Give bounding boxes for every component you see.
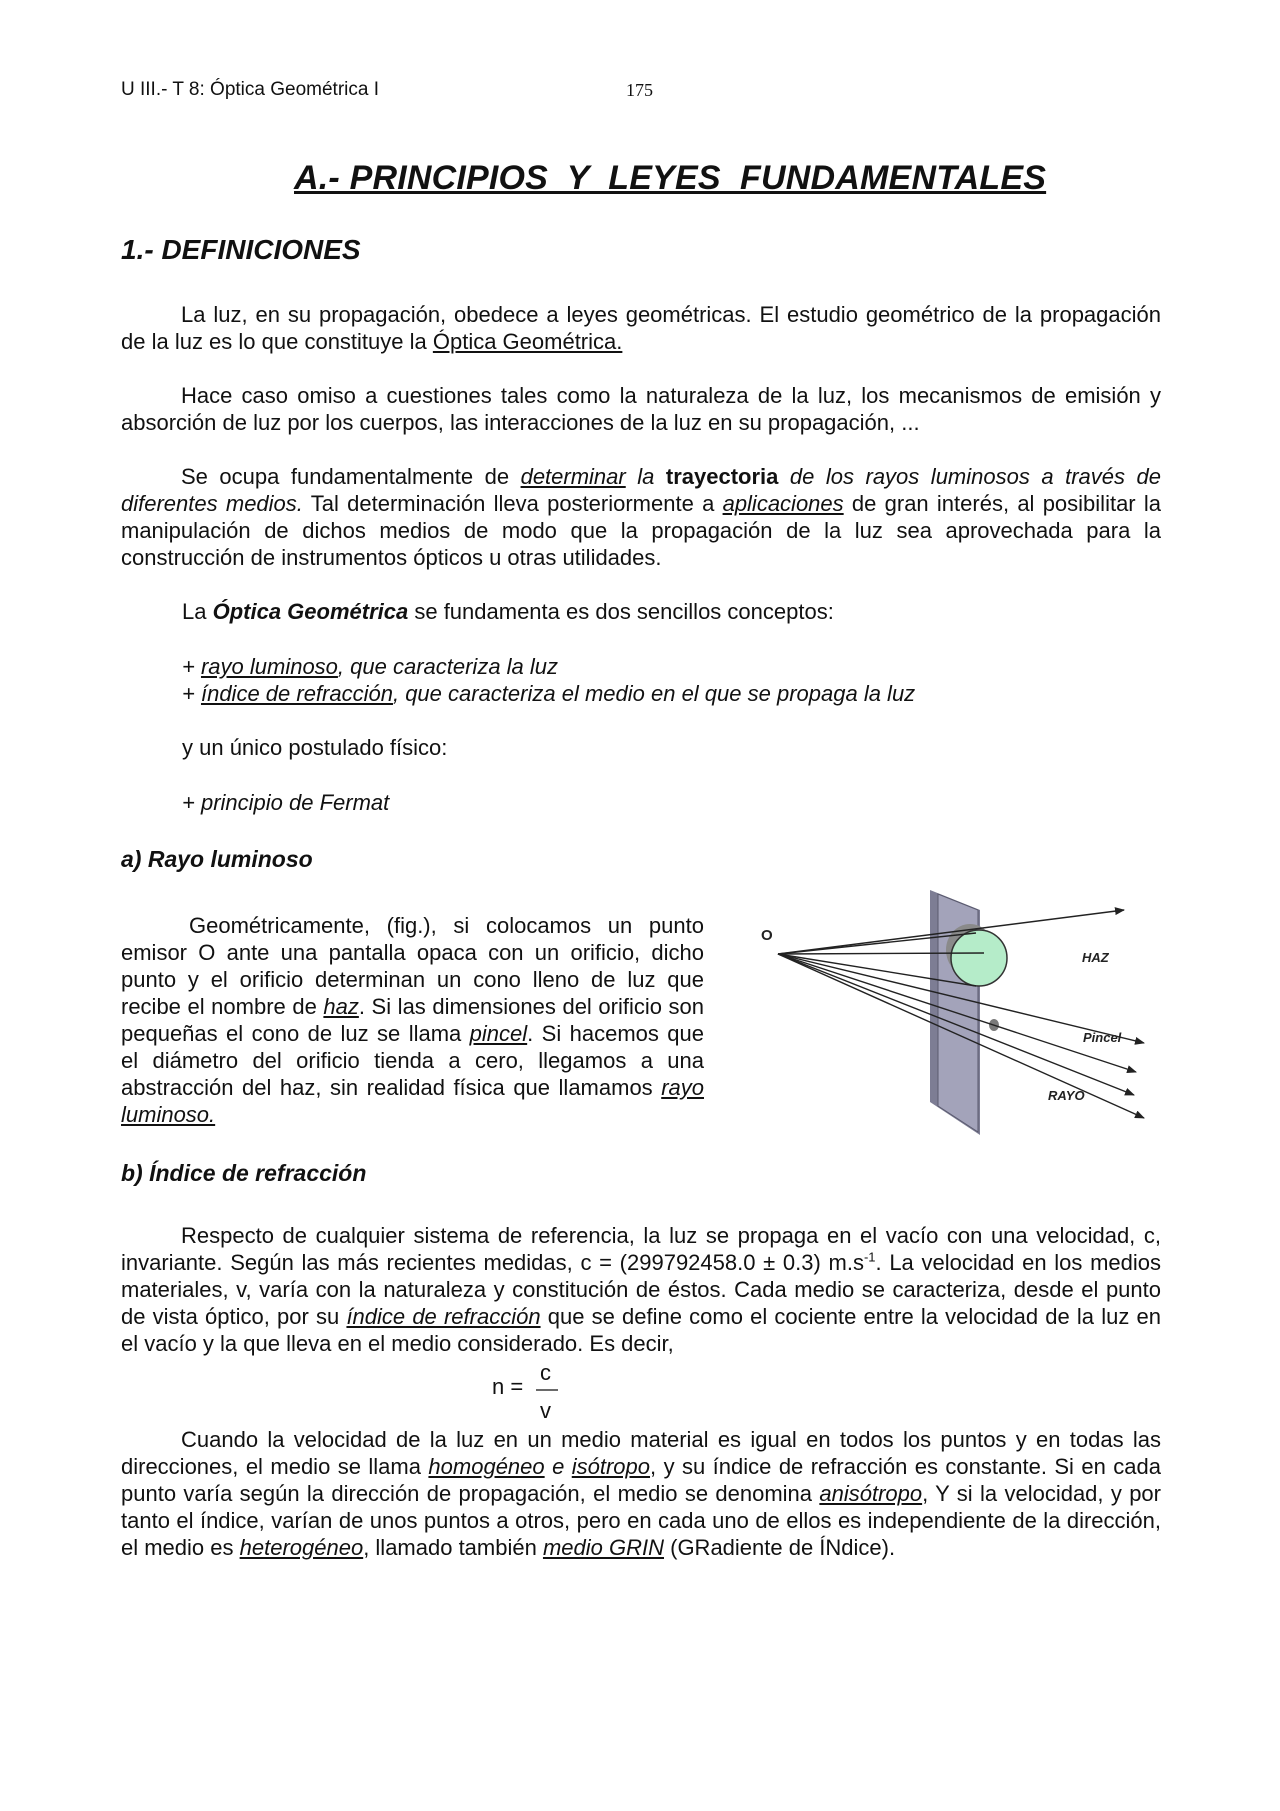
page-title: A.- PRINCIPIOS Y LEYES FUNDAMENTALES xyxy=(294,159,1047,197)
paragraph-homogeneity: Cuando la velocidad de la luz en un medio material es igual en todos los puntos y en todas las direcciones, el medio se llama homogéneo e isótropo, y su índice de refracción es constante. Si en cada punto varía según la dirección de propagación, el medio se denomina anisótropo, Y si la velocidad, y por tanto el índice, varían de unos puntos a otros, pero en cada uno de ellos es independiente de la dirección, el medio es heterogéneo, llamado también medio GRIN (GRadiente de ÍNdice). xyxy=(121,1427,1161,1560)
subsection-heading-b: b) Índice de refracción xyxy=(121,1160,367,1186)
paragraph-intro: La luz, en su propagación, obedece a leyes geométricas. El estudio geométrico de la propagación de la luz es lo que constituye la Óptica Geométrica. xyxy=(121,302,1161,354)
paragraph-scope: Se ocupa fundamentalmente de determinar la trayectoria de los rayos luminosos a través de diferentes medios. Tal determinación lleva posteriormente a aplicaciones de gran interés, al posibilitar la manipulación de dichos medios de modo que la propagación de la luz sea aprovechada para la construcción de instrumentos ópticos u otras utilidades. xyxy=(121,464,1162,570)
refraction-index-formula xyxy=(490,1358,570,1428)
svg-text:v: v xyxy=(540,1398,551,1423)
subsection-heading-a: a) Rayo luminoso xyxy=(121,846,313,872)
svg-text:c: c xyxy=(540,1360,551,1385)
label-haz: HAZ xyxy=(1082,950,1109,965)
large-hole xyxy=(951,930,1007,986)
label-pincel: Pincel xyxy=(1083,1030,1122,1045)
paragraph-omissions: Hace caso omiso a cuestiones tales como la naturaleza de la luz, los mecanismos de emisión y absorción de luz por los cuerpos, las interacciones de la luz en su propagación, ... xyxy=(121,383,1161,435)
paragraph-concepts-intro: La Óptica Geométrica se fundamenta es dos sencillos conceptos: xyxy=(182,599,834,624)
section-heading: 1.- DEFINICIONES xyxy=(121,234,361,265)
postulate-item: + principio de Fermat xyxy=(182,790,390,815)
svg-text:n =: n = xyxy=(492,1374,524,1399)
light-cone-figure xyxy=(758,890,1168,1135)
list-item: + rayo luminoso, que caracteriza la luz xyxy=(182,654,559,679)
link-optica-geometrica: Óptica Geométrica. xyxy=(432,329,623,354)
postulate-intro: y un único postulado físico: xyxy=(182,735,448,760)
paragraph-indice: Respecto de cualquier sistema de referencia, la luz se propaga en el vacío con una velocidad, c, invariante. Según las más recientes medidas, c = (299792458.0 ± 0.3) $m.s^{-1}$. La velocidad en los medios materiales, v, varía con la naturaleza y constitución de éstos. Cada medio se caracteriza, desde el punto de vista óptico, por su índice de refracción que se define como el cociente entre la velocidad de la luz en el vacío y la que lleva en el medio considerado. Es decir, xyxy=(121,1223,1161,1356)
running-header: U III.- T 8: Óptica Geométrica I xyxy=(121,79,379,100)
label-o: O xyxy=(761,927,773,944)
paragraph-rayo-luminoso: Geométricamente, (fig.), si colocamos un punto emisor O ante una pantalla opaca con un orificio, dicho punto y el orificio determinan un cono lleno de luz que recibe el nombre de haz. Si las dimensiones del orificio son pequeñas el cono de luz se llama pincel. Si hacemos que el diámetro del orificio tienda a cero, llegamos a una abstracción del haz, sin realidad física que llamamos rayo luminoso. xyxy=(121,913,704,1127)
list-item: + índice de refracción, que caracteriza el medio en el que se propaga la luz xyxy=(182,681,916,706)
label-rayo: RAYO xyxy=(1048,1088,1085,1103)
page-number: 175 xyxy=(626,80,653,100)
